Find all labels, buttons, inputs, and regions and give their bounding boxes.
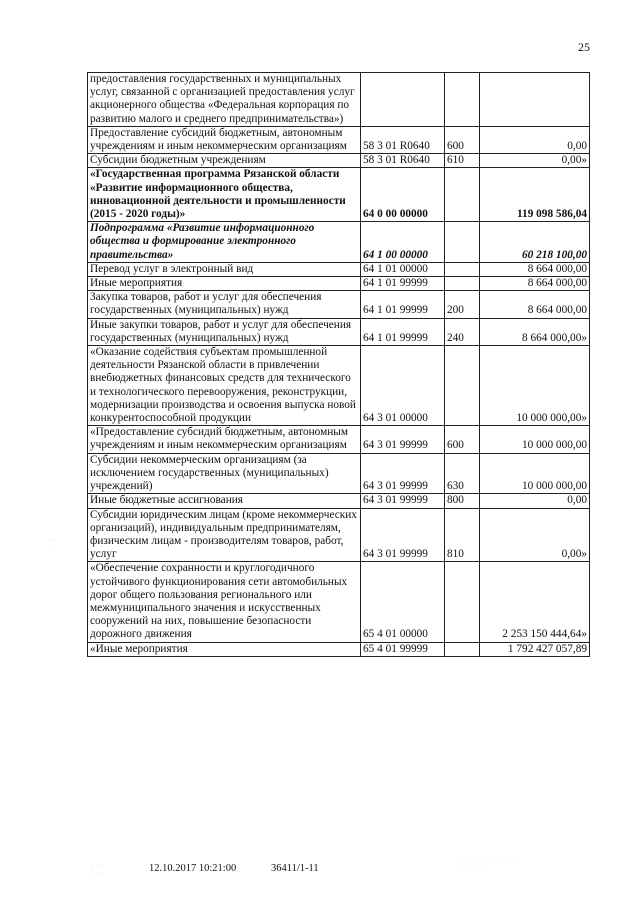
row-vr-cell	[445, 562, 480, 642]
row-name-cell: Иные закупки товаров, работ и услуг для обеспечения государственных (муниципальных) нужд	[88, 318, 361, 345]
row-vr-cell: 200	[445, 291, 480, 318]
table-row	[88, 126, 590, 153]
row-name-cell: «Обеспечение сохранности и круглогодичного устойчивого функционирования сети автомобильных дорог общего пользования регионального или межмуниципального значения и искусственных сооружений на них, повышение безопасности дорожного движения	[88, 562, 361, 642]
row-vr-cell	[445, 262, 480, 276]
page-number: 25	[578, 40, 590, 54]
row-code-cell: 64 1 01 00000	[361, 262, 445, 276]
row-sum-cell: 119 098 586,04	[480, 168, 590, 222]
row-vr-cell	[445, 277, 480, 291]
row-code-cell: 64 1 01 99999	[361, 318, 445, 345]
row-sum-cell: 0,00»	[480, 508, 590, 562]
scan-mark: : · · · · :	[92, 862, 103, 878]
row-code-cell: 64 1 01 99999	[361, 291, 445, 318]
row-vr-cell: 600	[445, 426, 480, 453]
scan-mark: · ·· · · ·· · · · · ·	[462, 858, 516, 874]
row-code-cell: 64 0 00 00000	[361, 168, 445, 222]
table-row	[88, 262, 590, 276]
row-vr-cell	[445, 642, 480, 656]
table-row	[88, 346, 590, 426]
table-row	[88, 562, 590, 642]
row-vr-cell: 800	[445, 494, 480, 508]
row-name-cell: Субсидии бюджетным учреждениям	[88, 154, 361, 168]
row-sum-cell: 10 000 000,00	[480, 426, 590, 453]
budget-table	[87, 72, 590, 657]
row-code-cell: 64 3 01 99999	[361, 453, 445, 494]
row-name-cell: «Предоставление субсидий бюджетным, автономным учреждениям и иным некоммерческим организациям	[88, 426, 361, 453]
row-code-cell: 58 3 01 R0640	[361, 126, 445, 153]
row-vr-cell: 610	[445, 154, 480, 168]
row-sum-cell: 0,00»	[480, 154, 590, 168]
table-row	[88, 291, 590, 318]
row-sum-cell: 60 218 100,00	[480, 222, 590, 263]
scan-mark: · · ·	[48, 536, 55, 552]
footer-datetime: 12.10.2017 10:21:00	[149, 863, 237, 874]
footer-doc-id: 36411/1-11	[271, 863, 319, 874]
row-code-cell: 64 3 01 00000	[361, 346, 445, 426]
row-name-cell: «Оказание содействия субъектам промышленной деятельности Рязанской области в привлечении внебюджетных финансовых средств для технического и технологического перевооружения, реконструкции, модернизации производства и освоения выпуска новой конкурентоспособной продукции	[88, 346, 361, 426]
row-sum-cell: 10 000 000,00»	[480, 346, 590, 426]
row-sum-cell: 2 253 150 444,64»	[480, 562, 590, 642]
row-sum-cell	[480, 73, 590, 127]
row-code-cell: 64 1 01 99999	[361, 277, 445, 291]
row-vr-cell	[445, 346, 480, 426]
table-row	[88, 642, 590, 656]
row-sum-cell: 0,00	[480, 126, 590, 153]
row-sum-cell: 8 664 000,00	[480, 277, 590, 291]
row-code-cell: 64 3 01 99999	[361, 508, 445, 562]
table-row	[88, 222, 590, 263]
row-name-cell: «Иные мероприятия	[88, 642, 361, 656]
row-name-cell: Предоставление субсидий бюджетным, автономным учреждениям и иным некоммерческим организациям	[88, 126, 361, 153]
row-code-cell: 64 3 01 99999	[361, 494, 445, 508]
table-row	[88, 73, 590, 127]
table-row	[88, 453, 590, 494]
row-vr-cell	[445, 222, 480, 263]
row-code-cell	[361, 73, 445, 127]
row-code-cell: 58 3 01 R0640	[361, 154, 445, 168]
row-vr-cell: 600	[445, 126, 480, 153]
row-vr-cell: 630	[445, 453, 480, 494]
table-row	[88, 277, 590, 291]
table-row	[88, 426, 590, 453]
row-name-cell: Иные бюджетные ассигнования	[88, 494, 361, 508]
row-sum-cell: 8 664 000,00	[480, 262, 590, 276]
row-vr-cell: 240	[445, 318, 480, 345]
table-row	[88, 154, 590, 168]
row-sum-cell: 10 000 000,00	[480, 453, 590, 494]
table-row	[88, 168, 590, 222]
row-name-cell: Субсидии юридическим лицам (кроме некоммерческих организаций), индивидуальным предпринимателям, физическим лицам - производителям товаров, работ, услуг	[88, 508, 361, 562]
row-name-cell: Субсидии некоммерческим организациям (за исключением государственных (муниципальных) учреждений)	[88, 453, 361, 494]
table-row	[88, 318, 590, 345]
row-sum-cell: 8 664 000,00	[480, 291, 590, 318]
row-code-cell: 64 3 01 99999	[361, 426, 445, 453]
row-code-cell: 65 4 01 00000	[361, 562, 445, 642]
row-name-cell: Подпрограмма «Развитие информационного общества и формирование электронного правительства»	[88, 222, 361, 263]
table-row	[88, 494, 590, 508]
row-code-cell: 64 1 00 00000	[361, 222, 445, 263]
row-sum-cell: 8 664 000,00»	[480, 318, 590, 345]
row-name-cell: Перевод услуг в электронный вид	[88, 262, 361, 276]
row-vr-cell: 810	[445, 508, 480, 562]
table-row	[88, 508, 590, 562]
row-name-cell: Закупка товаров, работ и услуг для обеспечения государственных (муниципальных) нужд	[88, 291, 361, 318]
row-name-cell: «Государственная программа Рязанской области «Развитие информационного общества, инновационной деятельности и промышленности (2015 - 2020 годы)»	[88, 168, 361, 222]
row-sum-cell: 0,00	[480, 494, 590, 508]
row-code-cell: 65 4 01 99999	[361, 642, 445, 656]
row-vr-cell	[445, 168, 480, 222]
row-vr-cell	[445, 73, 480, 127]
row-name-cell: предоставления государственных и муниципальных услуг, связанной с организацией предоставления услуг акционерного общества «Федеральная корпорация по развитию малого и среднего предпринимательства»)	[88, 73, 361, 127]
row-sum-cell: 1 792 427 057,89	[480, 642, 590, 656]
budget-table-body	[88, 73, 590, 657]
row-name-cell: Иные мероприятия	[88, 277, 361, 291]
